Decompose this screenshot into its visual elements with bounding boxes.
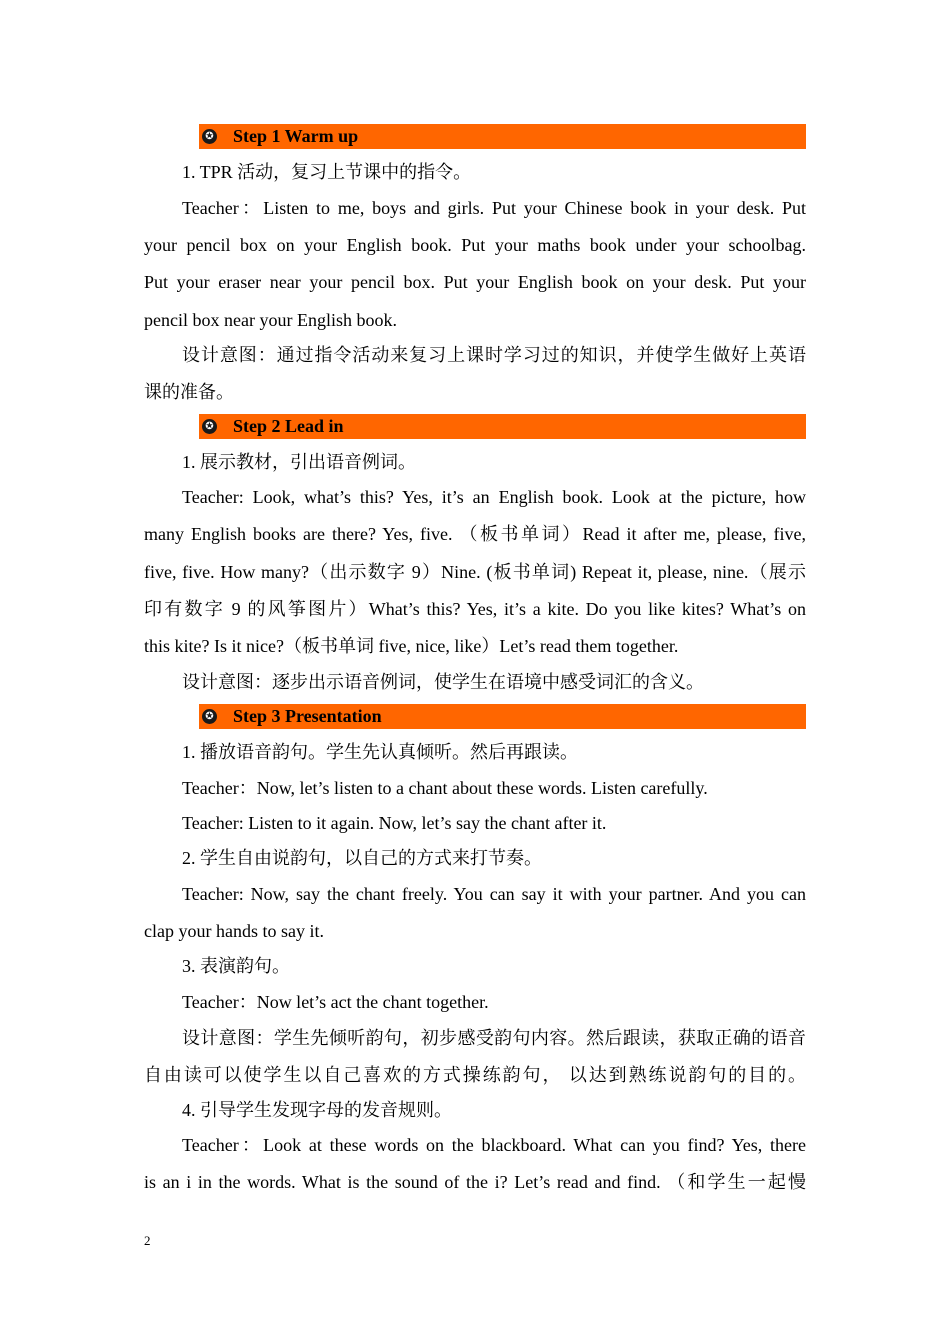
paragraph-line: Teacher: Now, say the chant freely. You can say it with your partner. And you can <box>182 884 806 904</box>
step-3-item-2: 2. 学生自由说韵句，以自己的方式来打节奏。 <box>182 848 542 868</box>
step-2-title: Step 2 Lead in <box>233 416 344 436</box>
paragraph-line: Teacher：Listen to me, boys and girls. Put your Chinese book in your desk. Put <box>182 198 806 218</box>
star-circle-icon: ✪ <box>202 129 217 144</box>
paragraph-line: pencil box near your English book. <box>144 310 397 330</box>
paragraph-line: your pencil box on your English book. Put your maths book under your schoolbag. <box>144 235 806 255</box>
step-1-title: Step 1 Warm up <box>233 126 359 146</box>
paragraph-line: Put your eraser near your pencil box. Put your English book on your desk. Put your <box>144 272 806 292</box>
step-3-item-1: 1. 播放语音韵句。学生先认真倾听。然后再跟读。 <box>182 742 578 762</box>
page-number: 2 <box>144 1233 151 1248</box>
paragraph-line: 印有数字 9 的风筝图片）What’s this? Yes, it’s a kite. Do you like kites? What’s on <box>144 599 806 619</box>
step-2-header <box>199 414 806 439</box>
step-2-item-1: 1. 展示教材，引出语音例词。 <box>182 452 416 472</box>
paragraph-line: five, five. How many?（出示数字 9）Nine. (板书单词) Repeat it, please, nine.（展示 <box>144 562 806 582</box>
paragraph-line: Teacher: Listen to it again. Now, let’s say the chant after it. <box>182 813 607 833</box>
design-intent-line: 自由读可以使学生以自己喜欢的方式操练韵句， 以达到熟练说韵句的目的。 <box>144 1065 806 1085</box>
star-circle-icon: ✪ <box>202 419 217 434</box>
design-intent-line: 设计意图：通过指令活动来复习上课时学习过的知识，并使学生做好上英语 <box>182 345 806 365</box>
paragraph-line: is an i in the words. What is the sound of the i? Let’s read and find. （和学生一起慢 <box>144 1172 806 1192</box>
design-intent-line: 设计意图：逐步出示语音例词，使学生在语境中感受词汇的含义。 <box>182 672 704 692</box>
step-1-item-1: 1. TPR 活动，复习上节课中的指令。 <box>182 162 472 182</box>
paragraph-line: many English books are there? Yes, five. （板书单词）Read it after me, please, five, <box>144 524 806 544</box>
step-3-item-3: 3. 表演韵句。 <box>182 956 290 976</box>
paragraph-line: Teacher：Now let’s act the chant together. <box>182 992 489 1012</box>
paragraph-line: Teacher：Now, let’s listen to a chant about these words. Listen carefully. <box>182 778 708 798</box>
paragraph-line: clap your hands to say it. <box>144 921 324 941</box>
paragraph-line: Teacher：Look at these words on the blackboard. What can you find? Yes, there <box>182 1135 806 1155</box>
paragraph-line: this kite? Is it nice?（板书单词 five, nice, like）Let’s read them together. <box>144 636 679 656</box>
step-3-title: Step 3 Presentation <box>233 706 382 726</box>
step-1-header <box>199 124 806 149</box>
design-intent-line: 设计意图：学生先倾听韵句，初步感受韵句内容。然后跟读，获取正确的语音 <box>182 1028 806 1048</box>
design-intent-line: 课的准备。 <box>144 382 234 402</box>
star-circle-icon: ✪ <box>202 709 217 724</box>
step-3-header <box>199 704 806 729</box>
paragraph-line: Teacher: Look, what’s this? Yes, it’s an English book. Look at the picture, how <box>182 487 806 507</box>
step-3-item-4: 4. 引导学生发现字母的发音规则。 <box>182 1100 452 1120</box>
